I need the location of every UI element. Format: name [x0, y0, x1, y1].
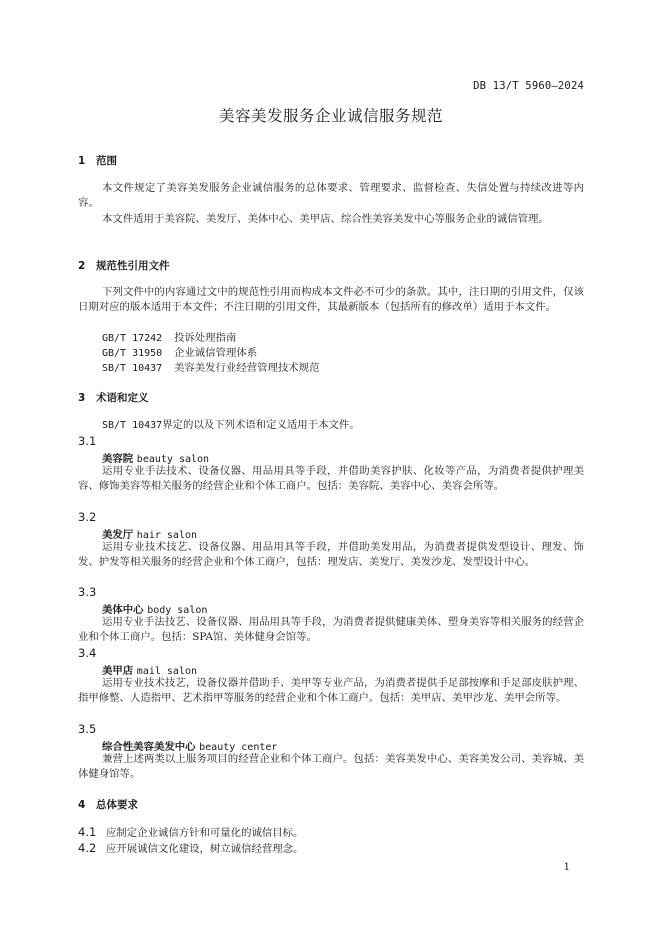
section-3-intro: [78, 418, 584, 433]
intro-text: 界定的以及下列术语和定义适用于本文件。: [162, 419, 360, 431]
term-number: 3.2: [78, 510, 97, 524]
reference-name: 企业诚信管理体系: [174, 347, 258, 359]
requirement-text: 应制定企业诚信方针和可量化的诚信目标。: [106, 827, 304, 839]
term-cn: 美体中心: [102, 604, 144, 616]
term-heading: [102, 526, 197, 541]
intro-code: SB/T 10437: [102, 420, 163, 431]
section-title: 总体要求: [96, 799, 138, 811]
reference-item: [102, 331, 236, 346]
reference-code: GB/T 17242: [102, 333, 163, 344]
section-1-para-2: 本文件适用于美容院、美发厅、美体中心、美甲店、综合性美容美发中心等服务企业的诚信管理。: [102, 213, 549, 225]
term-en: beauty salon: [136, 454, 210, 465]
term-en: body salon: [147, 605, 208, 616]
term-en: beauty center: [199, 742, 278, 753]
page-number: 1: [563, 862, 570, 873]
requirement-item: [78, 840, 303, 855]
section-3-heading: [78, 390, 149, 405]
reference-name: 美容美发行业经营管理技术规范: [174, 362, 320, 374]
term-definition: 兼营上述两类以上服务项目的经营企业和个体工商户。包括：美容美发中心、美容美发公司、美容城、美体健身馆等。: [78, 753, 584, 780]
term-number: 3.3: [78, 585, 97, 599]
term-en: hair salon: [136, 530, 198, 541]
term-definition: 运用专业手法技艺、设备仪器、用品用具等手段，为消费者提供健康美体、塑身美容等相关服务的经营企业和个体工商户。包括：SPA馆、美体健身会馆等。: [78, 616, 584, 643]
section-number: 1: [78, 155, 86, 167]
section-number: 3: [78, 392, 86, 404]
requirement-text: 应开展诚信文化建设，树立诚信经营理念。: [106, 843, 304, 855]
term-cn: 美发厅: [102, 529, 134, 541]
term-definition: 运用专业技术技艺、设备仪器、用品用具等手段，并借助美发用品，为消费者提供发型设计、理发、饰发、护发等相关服务的经营企业和个体工商户，包括：理发店、美发厅、美发沙龙、发型设计中心。: [78, 541, 584, 568]
section-title: 范围: [96, 155, 117, 167]
reference-name: 投诉处理指南: [174, 332, 237, 344]
reference-item: [102, 361, 319, 376]
term-heading: [102, 662, 197, 677]
section-2-intro: 下列文件中的内容通过文中的规范性引用而构成本文件必不可少的条款。其中，注日期的引用文件，仅该日期对应的版本适用于本文件；不注日期的引用文件，其最新版本（包括所有的修改单）适用于本文件。: [78, 286, 584, 313]
section-number: 2: [78, 260, 86, 272]
section-1-heading: [78, 153, 117, 168]
term-definition: 运用专业技术技艺，设备仪器并借助手、美甲等专业产品，为消费者提供手足部按摩和手足部皮肤护理、指甲修整、人造指甲、艺术指甲等服务的经营企业和个体工商户。包括：美甲店、美甲沙龙、美甲会所等。: [78, 677, 584, 704]
section-1-para-1: 本文件规定了美容美发服务企业诚信服务的总体要求、管理要求、监督检查、失信处置与持续改进等内容。: [78, 182, 584, 209]
term-cn: 综合性美容美发中心: [102, 741, 196, 753]
section-2-heading: [78, 258, 170, 273]
section-title: 术语和定义: [96, 392, 149, 404]
requirement-number: 4.1: [78, 825, 97, 839]
requirement-number: 4.2: [78, 841, 97, 855]
term-heading: [102, 738, 277, 753]
term-cn: 美容院: [102, 453, 134, 465]
section-title: 规范性引用文件: [96, 260, 170, 272]
reference-item: [102, 346, 257, 361]
term-number: 3.4: [78, 646, 97, 660]
section-4-heading: [78, 797, 138, 812]
term-number: 3.1: [78, 434, 97, 448]
reference-code: GB/T 31950: [102, 348, 163, 359]
requirement-item: [78, 824, 303, 839]
term-heading: [102, 601, 207, 616]
term-en: mail salon: [136, 666, 198, 677]
reference-code: SB/T 10437: [102, 363, 163, 374]
term-number: 3.5: [78, 722, 97, 736]
section-number: 4: [78, 799, 86, 811]
term-definition: 运用专业手法技术、设备仪器、用品用具等手段，并借助美容护肤、化妆等产品，为消费者提供护理美容、修饰美容等相关服务的经营企业和个体工商户。包括：美容院、美容中心、美容会所等。: [78, 465, 584, 492]
doc-title: 美容美发服务企业诚信服务规范: [218, 107, 443, 125]
doc-number: DB 13/T 5960—2024: [473, 80, 584, 92]
term-cn: 美甲店: [102, 665, 134, 677]
term-heading: [102, 450, 209, 465]
